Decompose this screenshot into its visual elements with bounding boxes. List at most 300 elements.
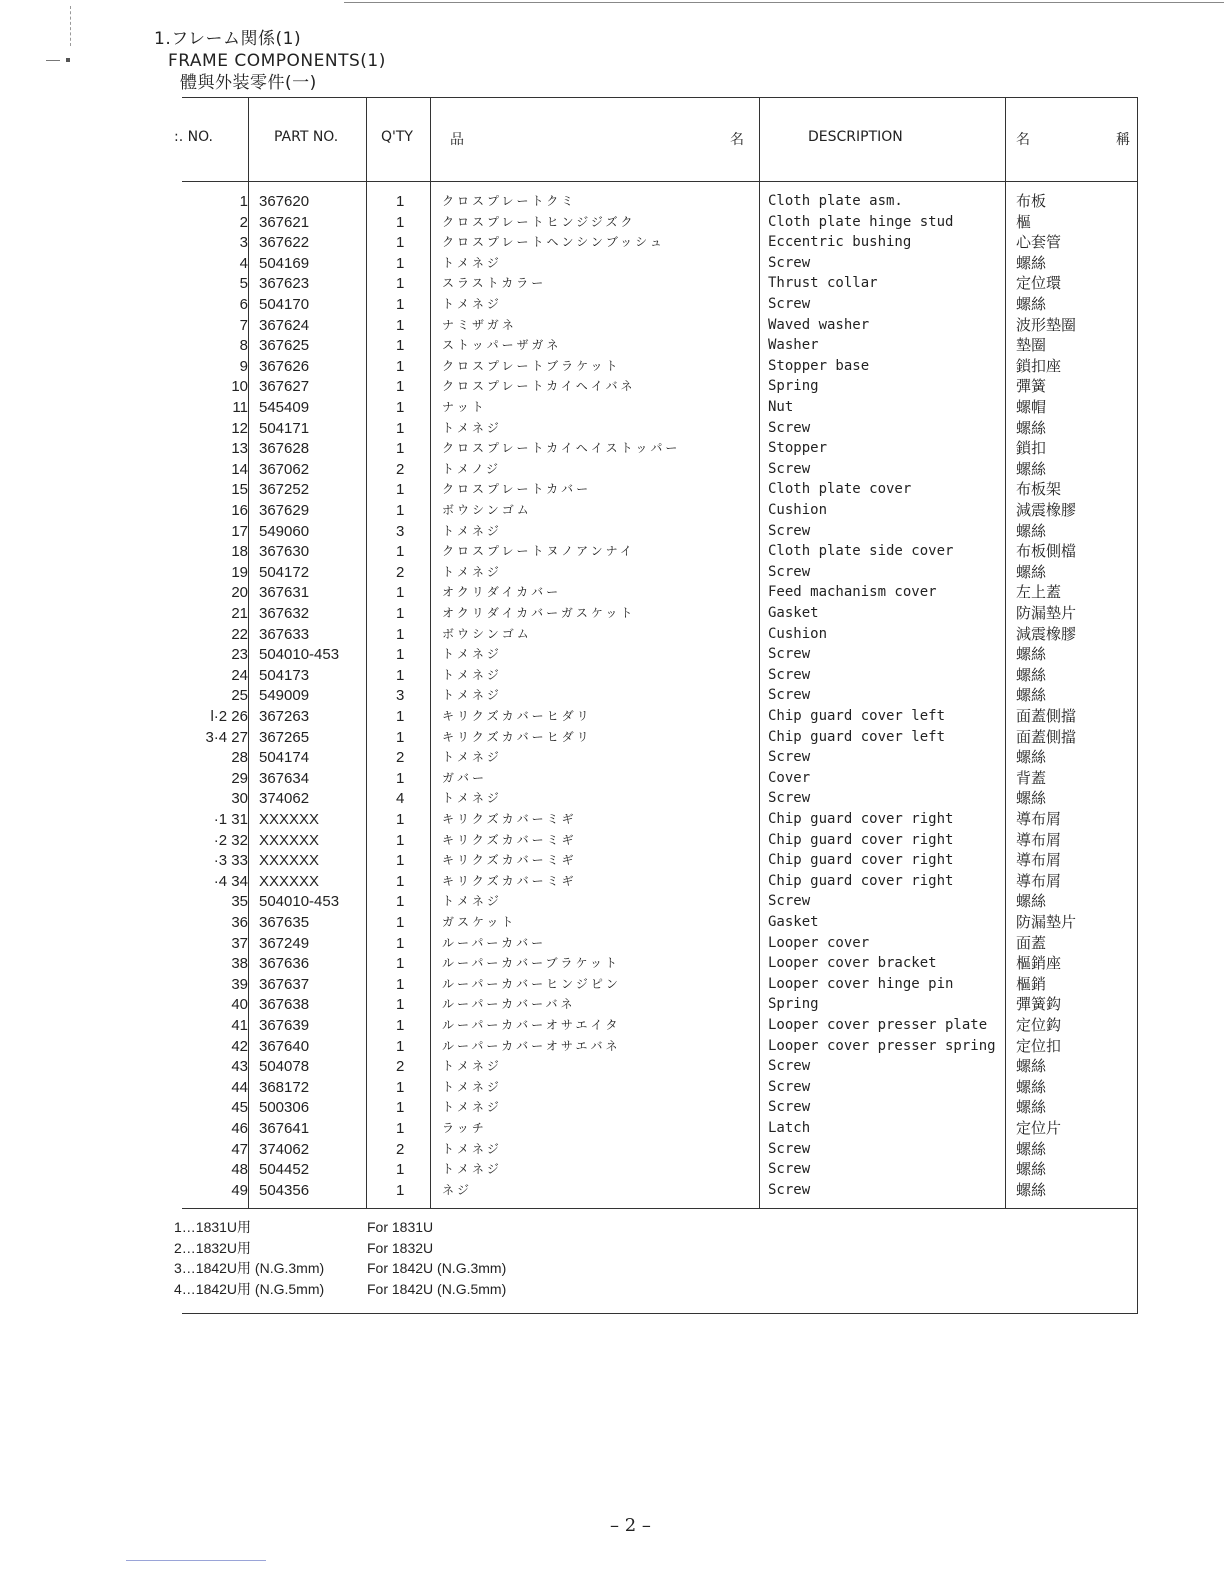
table-row [182,232,1138,253]
description-cell: Screw [768,1161,811,1178]
ref-no-cell: 38 [231,955,248,973]
cn-name-cell: 螺絲 [1016,645,1047,664]
description-cell: Looper cover [768,934,870,951]
part-no-cell: 367622 [259,234,310,252]
cn-name-cell: 螺絲 [1016,748,1047,767]
table-row [182,1180,1138,1201]
qty-cell: 2 [396,460,405,478]
qty-cell: 2 [396,749,405,767]
table-row [182,1015,1138,1036]
ref-no-cell: 43 [231,1058,248,1076]
jp-name-cell: クロスプレートカイヘイバネ [442,379,636,394]
qty-cell: 1 [396,625,405,643]
part-no-cell: 367626 [259,357,310,375]
table-row [182,788,1138,809]
qty-cell: 1 [396,872,405,890]
ref-no-cell: 18 [231,543,248,561]
qty-cell: 2 [396,1058,405,1076]
cn-name-cell: 樞銷座 [1016,954,1062,973]
description-cell: Cloth plate asm. [768,193,903,209]
part-no-cell: 545409 [259,399,310,416]
part-no-cell: 367632 [259,605,310,622]
cn-name-cell: 鎖扣座 [1016,356,1062,375]
ref-no-cell: 9 [239,357,248,375]
description-cell: Stopper [768,440,828,457]
jp-name-cell: トメネジ [442,688,502,703]
part-no-cell: 500306 [259,1099,310,1117]
jp-name-cell: ボウシンゴム [442,626,532,641]
table-row [182,191,1138,212]
cn-name-cell: 墊圈 [1016,336,1047,355]
ref-no-cell: 14 [231,460,248,478]
cn-name-cell: 螺絲 [1016,686,1047,705]
part-no-cell: 504171 [259,419,310,437]
cn-name-cell: 彈簧鈎 [1016,995,1062,1014]
jp-name-cell: クロスプレートブラケット [442,358,621,373]
ref-no-cell: 45 [231,1099,248,1117]
description-cell: Looper cover presser plate [768,1017,988,1033]
cn-name-cell: 導布屑 [1016,871,1062,890]
ref-no-cell: ·4 34 [213,872,248,890]
description-cell: Screw [768,296,811,312]
qty-cell: 1 [396,234,405,252]
jp-name-cell: トメネジ [442,564,502,579]
header-part-no: PART NO. [274,129,339,145]
part-no-cell: 367252 [259,481,310,499]
table-row [182,418,1138,439]
qty-cell: 1 [396,1037,405,1055]
ref-no-cell: 28 [231,749,248,767]
description-cell: Cushion [768,502,828,518]
qty-cell: 1 [396,811,405,828]
ref-no-cell: 13 [231,440,248,458]
footnote-for: For 1832U [367,1239,434,1256]
cn-name-cell: 導布屑 [1016,810,1062,828]
page-number: – 2 – [610,1515,651,1536]
cn-name-cell: 螺絲 [1016,418,1047,437]
jp-name-cell: ラッチ [442,1121,487,1135]
part-no-cell: 549009 [259,687,310,705]
description-cell: Stopper base [768,357,870,374]
header-bottom-rule [182,181,1138,182]
description-cell: Screw [768,666,811,683]
description-cell: Latch [768,1120,811,1136]
cn-name-cell: 螺絲 [1016,459,1047,478]
ref-no-cell: 46 [231,1120,248,1137]
ref-no-cell: 12 [231,419,248,437]
table-row [182,871,1138,892]
part-no-cell: 367629 [259,502,310,519]
table-row [182,974,1138,995]
table-row [182,1159,1138,1180]
jp-name-cell: ナット [442,400,487,414]
jp-name-cell: ガバー [442,770,488,785]
qty-cell: 1 [396,996,405,1014]
qty-cell: 2 [396,563,405,581]
description-cell: Chip guard cover right [768,811,954,827]
description-cell: Screw [768,749,811,766]
description-cell: Screw [768,687,811,704]
header-cn-name-left: 名 [1016,132,1030,148]
cn-name-cell: 減震橡膠 [1016,501,1077,519]
ref-no-cell: 48 [231,1161,248,1179]
parts-table [174,97,1138,1314]
part-no-cell: 374062 [259,1140,310,1158]
part-no-cell: 367637 [259,975,310,993]
table-row [182,933,1138,954]
ref-no-cell: 16 [231,502,248,519]
ref-no-cell: 6 [239,296,248,313]
cn-name-cell: 面蓋側擋 [1016,707,1077,725]
header-ref-no: :. NO. [174,129,213,145]
qty-cell: 1 [396,378,405,396]
cn-name-cell: 鎖扣 [1016,439,1047,458]
part-no-cell: 367636 [259,955,310,973]
heading-en: FRAME COMPONENTS(1) [168,51,386,71]
table-row [182,644,1138,665]
ref-no-cell: 23 [231,646,248,664]
table-row [182,624,1138,645]
table-row [182,562,1138,583]
cn-name-cell: 心套管 [1016,233,1062,252]
qty-cell: 1 [396,1161,405,1179]
cn-name-cell: 布板架 [1016,480,1062,499]
part-no-cell: 504169 [259,254,310,272]
cn-name-cell: 減震橡膠 [1016,624,1077,643]
jp-name-cell: トメネジ [442,1100,502,1115]
jp-name-cell: クロスプレートカバー [442,482,592,497]
jp-name-cell: トメネジ [442,420,502,435]
cn-name-cell: 螺絲 [1016,562,1047,581]
part-no-cell: 504078 [259,1058,310,1076]
table-row [182,376,1138,397]
cn-name-cell: 導布屑 [1016,830,1062,849]
description-cell: Cushion [768,625,828,642]
description-cell: Chip guard cover left [768,728,946,745]
table-row [182,665,1138,686]
qty-cell: 1 [396,502,405,519]
cn-name-cell: 螺帽 [1016,398,1047,416]
part-no-cell: 549060 [259,522,310,540]
part-no-cell: 367630 [259,543,310,561]
table-row [182,212,1138,233]
jp-name-cell: キリクズカバーヒダリ [442,709,592,723]
jp-name-cell: キリクズカバーミギ [442,832,577,847]
jp-name-cell: クロスプレートクミ [442,194,577,208]
jp-name-cell: クロスプレートヘンシンブッシュ [442,235,665,250]
ref-no-cell: 37 [231,934,248,952]
table-row [182,253,1138,274]
part-no-cell: 504174 [259,749,310,767]
table-row [182,541,1138,562]
qty-cell: 1 [396,1181,405,1199]
part-no-cell: 504356 [259,1181,310,1199]
description-cell: Screw [768,460,811,477]
jp-name-cell: クロスプレートヌノアンナイ [442,544,635,559]
qty-cell: 3 [396,522,405,540]
cn-name-cell: 定位片 [1016,1119,1062,1137]
description-cell: Thrust collar [768,275,878,292]
ref-no-cell: 11 [232,399,248,416]
qty-cell: 1 [396,1120,405,1137]
jp-name-cell: トメネジ [442,647,502,662]
table-row [182,891,1138,912]
qty-cell: 1 [396,275,405,293]
part-no-cell: XXXXXX [259,872,320,890]
description-cell: Gasket [768,605,819,621]
cn-name-cell: 螺絲 [1016,1057,1047,1076]
footnote-model: 4…1842U用 (N.G.5mm) [174,1280,325,1297]
cn-name-cell: 彈簧 [1016,377,1047,396]
qty-cell: 1 [396,213,405,231]
qty-cell: 1 [396,893,405,911]
table-row [182,1036,1138,1057]
cn-name-cell: 樞 [1016,212,1032,231]
table-row [182,1077,1138,1098]
table-bottom-rule [182,1313,1138,1314]
part-no-cell: XXXXXX [259,811,320,828]
ref-no-cell: 49 [231,1181,248,1199]
qty-cell: 1 [396,852,405,870]
description-cell: Screw [768,419,811,436]
table-row [182,459,1138,480]
part-no-cell: 367638 [259,996,310,1014]
cn-name-cell: 螺絲 [1016,892,1047,911]
part-no-cell: XXXXXX [259,831,320,849]
jp-name-cell: ネジ [442,1182,473,1197]
ref-no-cell: 44 [231,1078,248,1096]
jp-name-cell: トメネジ [442,1059,502,1074]
part-no-cell: 504173 [259,666,310,684]
ref-no-cell: 40 [231,996,248,1014]
table-row [182,850,1138,871]
jp-name-cell: トメネジ [442,750,502,765]
top-rule [344,2,1224,3]
qty-cell: 1 [396,769,405,787]
description-cell: Screw [768,563,811,580]
ref-no-cell: 30 [231,790,248,808]
footnote-for: For 1831U [367,1219,434,1235]
jp-name-cell: ルーパーカバー [442,935,547,950]
description-cell: Screw [768,646,811,663]
qty-cell: 1 [396,1099,405,1117]
table-row [182,994,1138,1015]
qty-cell: 1 [396,296,405,313]
part-no-cell: 367628 [259,440,310,458]
description-cell: Chip guard cover right [768,852,954,869]
cn-name-cell: 螺絲 [1016,253,1047,272]
ref-no-cell: l·2 26 [210,708,248,725]
header-description: DESCRIPTION [808,129,903,145]
qty-cell: 1 [396,254,405,272]
ref-no-cell: 2 [239,213,248,231]
cn-name-cell: 螺絲 [1016,665,1047,684]
table-row [182,1139,1138,1160]
section-heading [154,28,386,94]
part-no-cell: 367627 [259,378,310,396]
jp-name-cell: ボウシンゴム [442,503,532,517]
jp-name-cell: ストッパーザガネ [442,338,562,353]
heading-jp: 1.フレーム関係(1) [154,29,302,49]
table-row [182,953,1138,974]
jp-name-cell: キリクズカバーミギ [442,812,577,826]
table-row [182,727,1138,748]
jp-name-cell: トメネジ [442,297,502,311]
description-cell: Screw [768,1078,811,1095]
jp-name-cell: トメネジ [442,791,502,806]
table-row [182,273,1138,294]
jp-name-cell: トメネジ [442,1079,502,1094]
description-cell: Washer [768,337,819,354]
qty-cell: 1 [396,419,405,437]
part-no-cell: 504452 [259,1161,310,1179]
jp-name-cell: トメネジ [442,667,502,682]
part-no-cell: 367621 [259,213,310,231]
jp-name-cell: トメネジ [442,894,502,909]
description-cell: Screw [768,1140,811,1157]
cn-name-cell: 波形墊圈 [1016,315,1077,334]
jp-name-cell: クロスプレートヒンジジズク [442,214,636,229]
footnote-for: For 1842U (N.G.5mm) [367,1280,507,1297]
description-cell: Cloth plate side cover [768,543,954,560]
ref-no-cell: 35 [231,893,248,911]
table-row [182,1118,1138,1139]
table-row [182,912,1138,933]
jp-name-cell: ルーパーカバーブラケット [442,956,620,971]
margin-mark [70,6,72,46]
qty-cell: 1 [396,831,405,849]
qty-cell: 1 [396,399,405,416]
part-no-cell: 367641 [259,1120,310,1137]
qty-cell: 1 [396,646,405,664]
description-cell: Spring [768,996,819,1013]
part-no-cell: 367249 [259,934,310,952]
jp-name-cell: トメネジ [442,255,502,270]
cn-name-cell: 面蓋 [1016,933,1047,952]
qty-cell: 1 [396,337,405,355]
description-cell: Looper cover bracket [768,955,937,972]
jp-name-cell: トメネジ [442,523,502,538]
part-no-cell: 367635 [259,914,310,931]
table-row [182,809,1138,830]
qty-cell: 1 [396,955,405,973]
ref-no-cell: 3 [239,234,248,252]
description-cell: Nut [768,399,794,415]
cn-name-cell: 定位環 [1016,274,1062,293]
ref-no-cell: 20 [231,584,248,602]
part-no-cell: 374062 [259,790,310,808]
table-row [182,397,1138,418]
cn-name-cell: 布板側檔 [1016,542,1077,561]
qty-cell: 1 [396,728,405,746]
jp-name-cell: ルーパーカバーヒンジピン [442,976,621,991]
heading-cn: 體與外装零件(一) [180,73,317,93]
qty-cell: 1 [396,440,405,458]
description-cell: Screw [768,1181,811,1198]
table-row [182,500,1138,521]
jp-name-cell: ルーパーカバーオサエバネ [442,1038,621,1053]
jp-name-cell: キリクズカバーヒダリ [442,729,592,744]
part-no-cell: 367631 [259,584,310,602]
cn-name-cell: 螺絲 [1016,1180,1047,1199]
ref-no-cell: 24 [231,666,248,684]
qty-cell: 1 [396,481,405,499]
bottom-rule [126,1560,266,1561]
jp-name-cell: オクリダイカバー [442,585,562,600]
table-row [182,768,1138,789]
qty-cell: 1 [396,975,405,993]
ref-no-cell: ·2 32 [213,831,248,849]
jp-name-cell: トメノジ [442,461,502,476]
ref-no-cell: 1 [239,193,248,210]
description-cell: Chip guard cover left [768,708,946,724]
ref-no-cell: 5 [239,275,248,293]
jp-name-cell: スラストカラー [442,276,547,291]
cn-name-cell: 定位鈎 [1016,1016,1062,1034]
ref-no-cell: 10 [231,378,248,396]
part-no-cell: 367620 [259,193,310,210]
qty-cell: 1 [396,1078,405,1096]
qty-cell: 1 [396,316,405,334]
description-cell: Eccentric bushing [768,234,912,251]
jp-name-cell: キリクズカバーミギ [442,873,577,888]
margin-dot [66,58,70,62]
jp-name-cell: トメネジ [442,1162,502,1177]
description-cell: Spring [768,378,819,395]
qty-cell: 1 [396,1017,405,1034]
ref-no-cell: 15 [231,481,248,499]
cn-name-cell: 樞銷 [1016,974,1047,993]
ref-no-cell: 21 [231,605,248,622]
description-cell: Gasket [768,914,819,930]
margin-dash [46,60,60,61]
ref-no-cell: 29 [231,769,248,787]
table-row [182,706,1138,727]
table-row [182,294,1138,315]
ref-no-cell: 22 [231,625,248,643]
qty-cell: 1 [396,584,405,602]
cn-name-cell: 螺絲 [1016,1077,1047,1096]
part-no-cell: 504172 [259,563,310,581]
ref-no-cell: 8 [239,337,248,355]
description-cell: Feed machanism cover [768,584,937,601]
ref-no-cell: ·3 33 [213,852,248,870]
ref-no-cell: 7 [239,316,248,334]
description-cell: Waved washer [768,316,870,333]
part-no-cell: 367634 [259,769,310,787]
qty-cell: 1 [396,193,405,210]
qty-cell: 2 [396,1140,405,1158]
ref-no-cell: 47 [231,1140,248,1158]
qty-cell: 1 [396,708,405,725]
table-row [182,315,1138,336]
table-row [182,685,1138,706]
qty-cell: 1 [396,914,405,931]
jp-name-cell: クロスプレートカイヘイストッパー [442,441,681,456]
qty-cell: 1 [396,357,405,375]
part-no-cell: 367625 [259,337,310,355]
ref-no-cell: 41 [231,1017,248,1034]
description-cell: Chip guard cover right [768,872,954,889]
table-row [182,479,1138,500]
cn-name-cell: 螺絲 [1016,1098,1047,1117]
cn-name-cell: 防漏墊片 [1016,913,1077,931]
jp-name-cell: キリクズカバーミギ [442,853,577,868]
ref-no-cell: ·1 31 [213,811,248,828]
table-row [182,830,1138,851]
cn-name-cell: 面蓋側擋 [1016,727,1077,746]
jp-name-cell: オクリダイカバーガスケット [442,606,636,620]
